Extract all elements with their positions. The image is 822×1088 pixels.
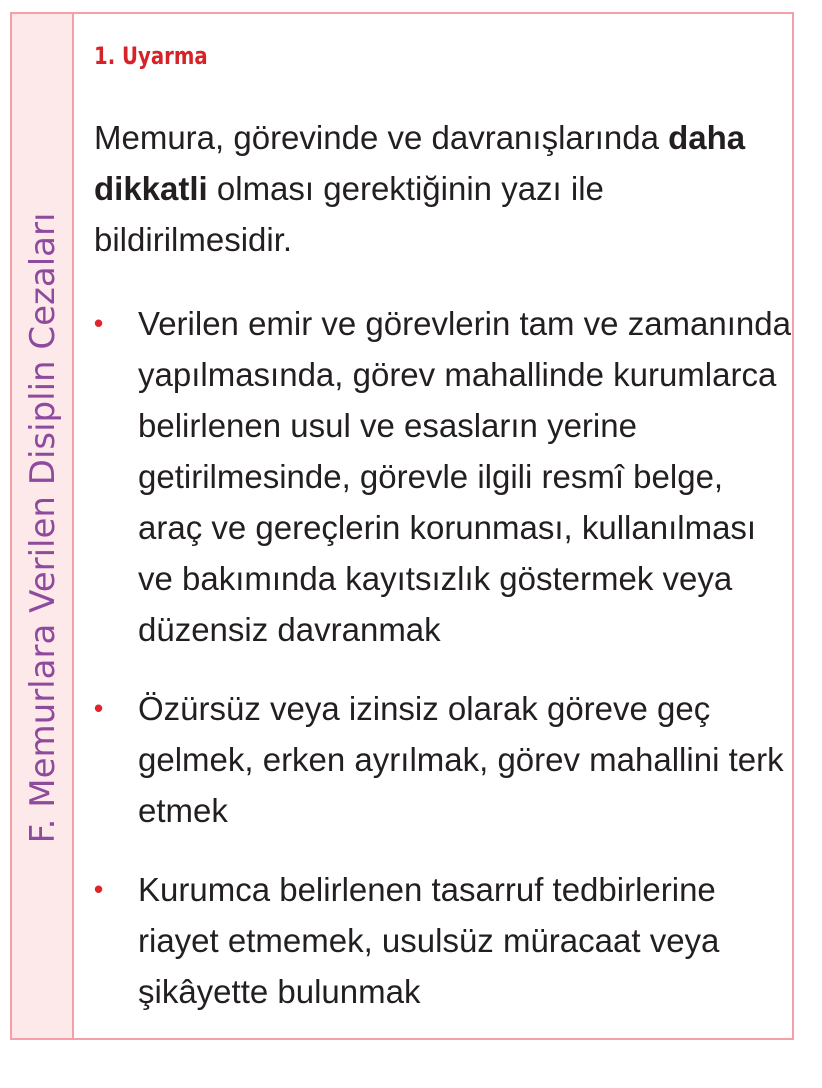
list-item	[94, 864, 794, 1017]
list-item	[94, 298, 794, 655]
section-frame	[10, 12, 794, 1040]
intro-paragraph	[94, 112, 784, 265]
intro-emphasis: daha dikkatli	[94, 119, 746, 207]
bullet-list	[94, 298, 794, 1045]
bullet-marker: •	[94, 874, 104, 904]
intro-text-end: olması gerektiğinin yazı ile bildirilmesidir.	[94, 170, 604, 258]
sidebar-vertical-title: F. Memurlara Verilen Disiplin Cezaları	[23, 212, 63, 844]
bullet-marker: •	[94, 693, 104, 723]
list-item-text: Verilen emir ve görevlerin tam ve zamanında yapılmasında, görev mahallinde kurumlarca belirlenen usul ve esasların yerine getirilmesinde, görevle ilgili resmî belge, araç ve gereçlerin korunması, kullanılması ve bakımında kayıtsızlık göstermek veya düzensiz davranmak	[138, 305, 791, 648]
sidebar-strip	[12, 14, 74, 1038]
intro-text-start: Memura, görevinde ve davranışlarında	[94, 119, 669, 156]
list-item	[94, 683, 794, 836]
section-heading: 1. Uyarma	[94, 42, 208, 70]
list-item-text: Kurumca belirlenen tasarruf tedbirlerine riayet etmemek, usulsüz müracaat veya şikâyette bulunmak	[138, 871, 720, 1010]
bullet-marker: •	[94, 308, 104, 338]
list-item-text: Özürsüz veya izinsiz olarak göreve geç gelmek, erken ayrılmak, görev mahallini terk etmek	[138, 690, 784, 829]
